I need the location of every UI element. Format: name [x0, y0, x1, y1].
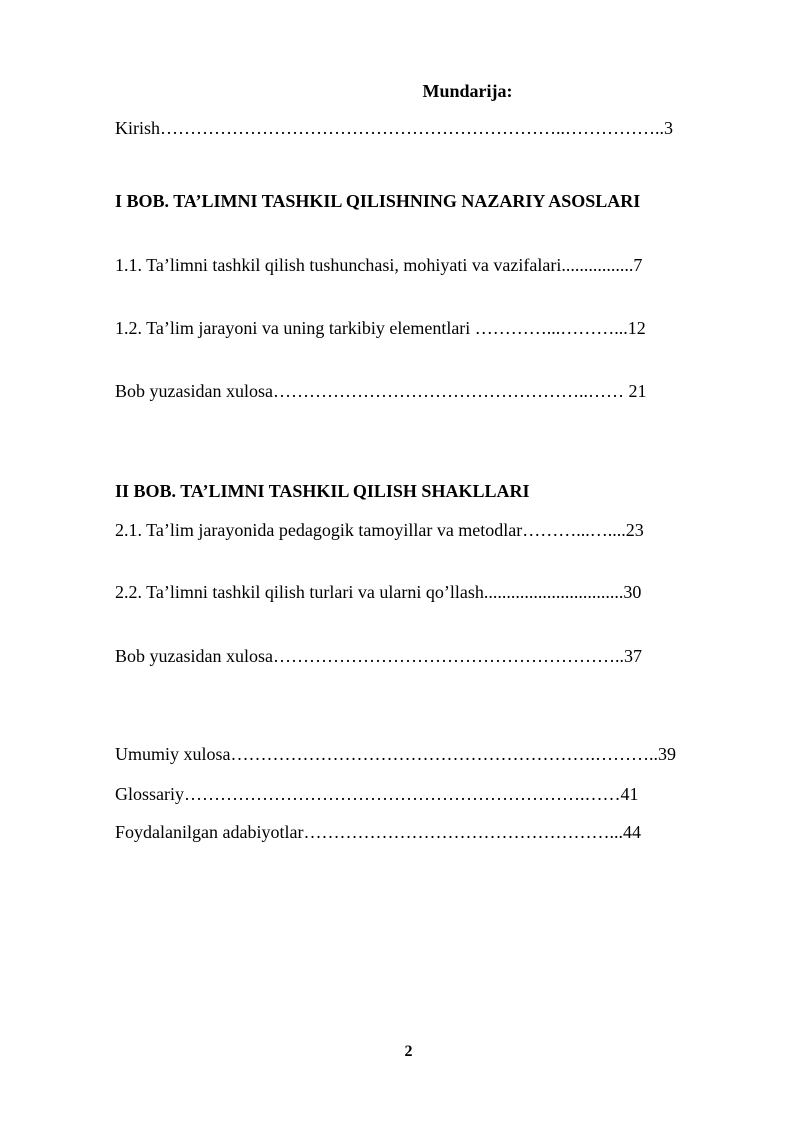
toc-entry-2-2: 2.2. Ta’limni tashkil qilish turlari va ularni qo’llash...............................30	[115, 582, 642, 602]
toc-entry-chapter-1-conclusion: Bob yuzasidan xulosa……………………………………………..…… 21	[115, 381, 647, 401]
chapter-2-heading: II BOB. TA’LIMNI TASHKIL QILISH SHAKLLARI	[115, 481, 530, 501]
toc-entry-2-1: 2.1. Ta’lim jarayonida pedagogik tamoyillar va metodlar………...…....23	[115, 520, 644, 540]
toc-entry-1-1: 1.1. Ta’limni tashkil qilish tushunchasi, mohiyati va vazifalari................7	[115, 255, 643, 275]
toc-entry-chapter-2-conclusion: Bob yuzasidan xulosa…………………………………………………..37	[115, 646, 642, 666]
toc-entry-glossary: Glossariy………………………………………………………….……41	[115, 784, 639, 804]
toc-entry-1-2: 1.2. Ta’lim jarayoni va uning tarkibiy elementlari …………...………...12	[115, 318, 646, 338]
page-number: 2	[404, 1043, 413, 1060]
toc-title: Mundarija:	[422, 81, 513, 101]
toc-entry-general-conclusion: Umumiy xulosa…………………………………………………….………..39	[115, 744, 676, 764]
toc-entry-kirish: Kirish…………………………………………………………..……………..3	[115, 118, 673, 138]
toc-entry-references: Foydalanilgan adabiyotlar……………………………………………...44	[115, 822, 641, 842]
chapter-1-heading: I BOB. TA’LIMNI TASHKIL QILISHNING NAZARIY ASOSLARI	[115, 191, 641, 211]
